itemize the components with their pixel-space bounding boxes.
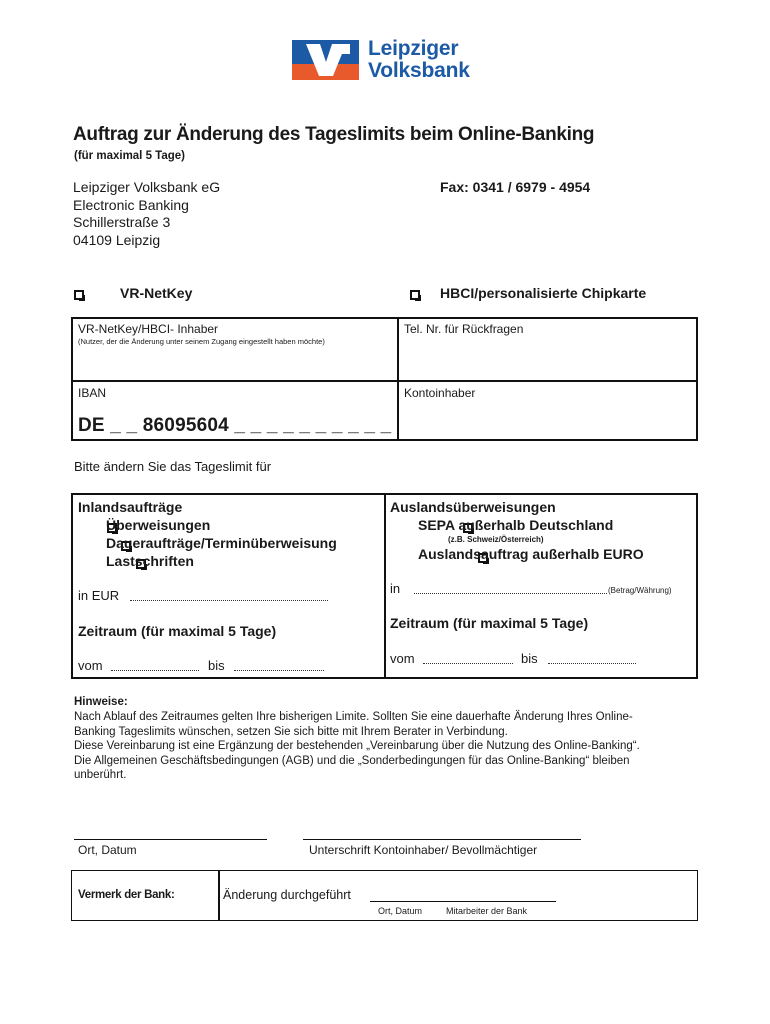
hinweise-line: Die Allgemeinen Geschäftsbedingungen (AGB) und die „Sonderbedingungen für das Online-Banking“ bleiben	[74, 754, 630, 767]
bank-signature-line[interactable]	[370, 901, 556, 902]
zeitraum-left-label: Zeitraum (für maximal 5 Tage)	[78, 623, 277, 639]
address-line-1: Leipziger Volksbank eG	[73, 179, 221, 195]
in-eur-label: in EUR	[78, 588, 120, 603]
bis-right-label: bis	[521, 651, 538, 666]
ausland-heading: Auslandsüberweisungen	[390, 499, 556, 515]
vom-right-label: vom	[390, 651, 415, 666]
fax-number: Fax: 0341 / 6979 - 4954	[440, 179, 591, 195]
vr-logo-mark	[292, 40, 359, 80]
kontoinhaber-label: Kontoinhaber	[404, 386, 476, 400]
bis-right-field[interactable]	[548, 653, 636, 664]
logo-text-line1: Leipziger	[368, 37, 459, 60]
hinweise-line: Nach Ablauf des Zeitraumes gelten Ihre bisherigen Limite. Sollten Sie eine dauerhafte Änderung Ihres Online-	[74, 711, 633, 723]
inland-heading: Inlandsaufträge	[78, 499, 183, 515]
inhaber-field[interactable]	[78, 348, 394, 378]
hinweise-title: Hinweise:	[74, 696, 128, 708]
betrag-field[interactable]	[414, 583, 607, 594]
in-right-label: in	[390, 581, 401, 596]
ort-datum-signature-line[interactable]	[74, 839, 267, 840]
vom-left-field[interactable]	[111, 660, 199, 671]
dauerauftraege-label: Daueraufträge/Terminüberweisung	[106, 535, 337, 551]
zeitraum-right-label: Zeitraum (für maximal 5 Tage)	[390, 615, 589, 631]
form-subtitle: (für maximal 5 Tage)	[74, 150, 185, 162]
iban-label: IBAN	[78, 386, 107, 400]
unterschrift-label: Unterschrift Kontoinhaber/ Bevollmächtiger	[309, 843, 538, 857]
lastschriften-label: Lastschriften	[106, 553, 194, 569]
inhaber-label: VR-NetKey/HBCI- Inhaber	[78, 322, 219, 336]
hinweise-line: unberührt.	[74, 769, 127, 781]
aenderung-label: Änderung durchgeführt	[223, 888, 351, 902]
mitarbeiter-label: Mitarbeiter der Bank	[446, 906, 528, 916]
vom-left-label: vom	[78, 658, 103, 673]
form-title: Auftrag zur Änderung des Tageslimits beim Online-Banking	[73, 124, 595, 145]
vom-right-field[interactable]	[423, 653, 513, 664]
intro-text: Bitte ändern Sie das Tageslimit für	[74, 459, 272, 474]
tel-label: Tel. Nr. für Rückfragen	[404, 322, 524, 336]
hinweise-line: Banking Tageslimits wünschen, setzen Sie sich bitte mit Ihrem Berater in Verbindung.	[74, 725, 508, 738]
address-line-3: Schillerstraße 3	[73, 214, 171, 230]
hbci-checkbox[interactable]	[410, 290, 420, 300]
hbci-label: HBCI/personalisierte Chipkarte	[440, 285, 647, 301]
iban-value[interactable]: DE _ _ 86095604 _ _ _ _ _ _ _ _ _ _	[78, 415, 392, 436]
table-divider	[397, 317, 399, 441]
hinweise-body	[74, 710, 704, 783]
address-line-4: 04109 Leipzig	[73, 232, 161, 248]
kontoinhaber-field[interactable]	[404, 404, 694, 438]
in-eur-field[interactable]	[130, 590, 328, 601]
bis-left-field[interactable]	[234, 660, 324, 671]
betrag-note: (Betrag/Währung)	[608, 586, 672, 595]
address-line-2: Electronic Banking	[73, 197, 189, 213]
table-divider	[384, 493, 386, 679]
bank-logo	[292, 37, 478, 84]
table-divider	[71, 380, 698, 382]
vr-netkey-label: VR-NetKey	[120, 285, 193, 301]
hinweise-line: Diese Vereinbarung ist eine Ergänzung der bestehenden „Vereinbarung über die Nutzung des Online-Banking“.	[74, 740, 640, 752]
sepa-note: (z.B. Schweiz/Österreich)	[448, 535, 544, 544]
bank-ort-datum-label: Ort, Datum	[378, 906, 423, 916]
bis-left-label: bis	[208, 658, 225, 673]
inhaber-note: (Nutzer, der die Änderung unter seinem Zugang eingestellt haben möchte)	[78, 337, 325, 346]
bank-box-divider	[218, 870, 220, 921]
logo-text-line2: Volksbank	[368, 59, 470, 82]
ort-datum-label: Ort, Datum	[78, 843, 137, 857]
ueberweisungen-label: Überweisungen	[106, 517, 211, 533]
vr-netkey-checkbox[interactable]	[74, 290, 84, 300]
vermerk-label: Vermerk der Bank:	[78, 889, 175, 901]
tel-field[interactable]	[404, 340, 694, 378]
auslandsauftrag-label: Auslandsauftrag außerhalb EURO	[418, 546, 644, 562]
unterschrift-signature-line[interactable]	[303, 839, 581, 840]
sepa-label: SEPA außerhalb Deutschland	[418, 517, 614, 533]
